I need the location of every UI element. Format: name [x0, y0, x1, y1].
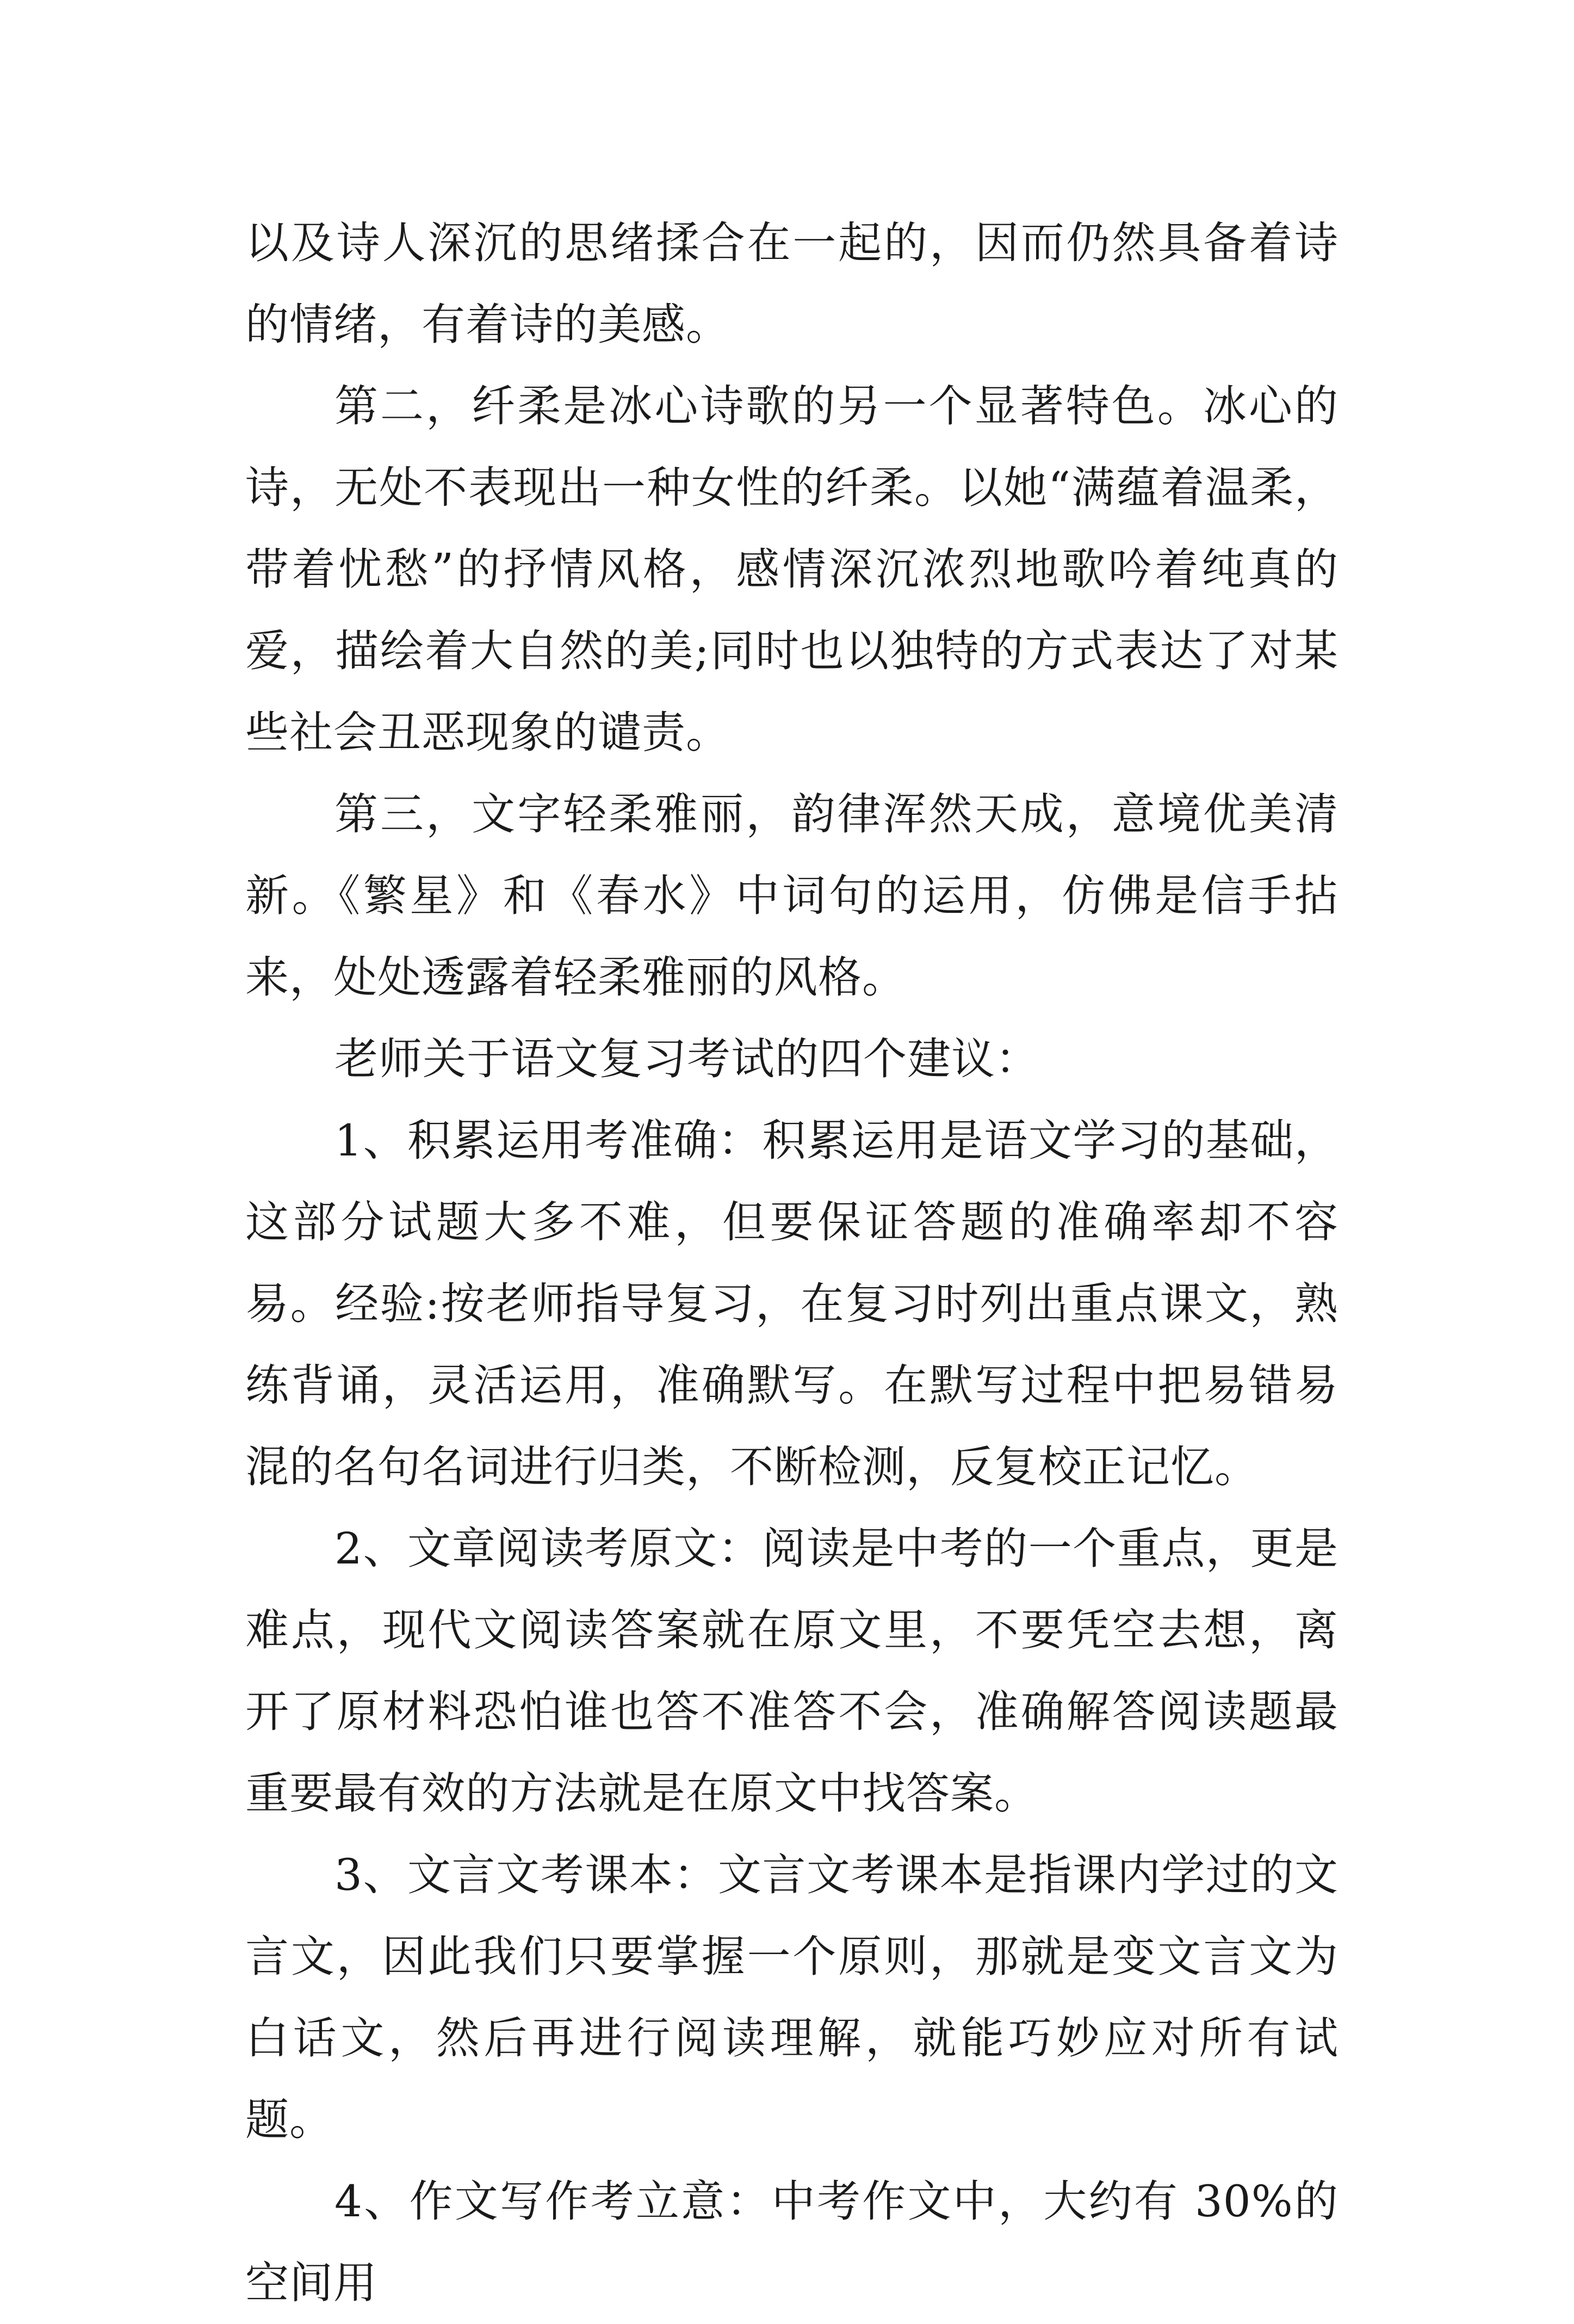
- paragraph-advice-heading: 老师关于语文复习考试的四个建议：: [334, 1034, 1039, 1084]
- paragraph-advice-2: 2、文章阅读考原文：阅读是中考的一个重点，更是难点，现代文阅读答案就在原文里，不要凭空去想，离开了原材料恐怕谁也答不准答不会，准确解答阅读题最重要最有效的方法就是在原文中找答案。: [245, 1523, 1338, 1819]
- paragraph-advice-4: 4、作文写作考立意：中考作文中，大约有 30%的空间用: [245, 2176, 1338, 2308]
- paragraph-advice-1: 1、积累运用考准确：积累运用是语文学习的基础，这部分试题大多不难，但要保证答题的准确率却不容易。经验:按老师指导复习，在复习时列出重点课文，熟练背诵，灵活运用，准确默写。在默写过程中把易错易混的名句名词进行归类，不断检测，反复校正记忆。: [245, 1115, 1338, 1492]
- paragraph-second-feature: 第二，纤柔是冰心诗歌的另一个显著特色。冰心的诗，无处不表现出一种女性的纤柔。以她“满蕴着温柔，带着忧愁”的抒情风格，感情深沉浓烈地歌吟着纯真的爱，描绘着大自然的美;同时也以独特的方式表达了对某些社会丑恶现象的谴责。: [245, 381, 1338, 758]
- paragraph-third-feature: 第三，文字轻柔雅丽，韵律浑然天成，意境优美清新。《繁星》和《春水》中词句的运用，仿佛是信手拈来，处处透露着轻柔雅丽的风格。: [245, 789, 1338, 1003]
- document-body: [245, 202, 1338, 2324]
- paragraph-advice-3: 3、文言文考课本：文言文考课本是指课内学过的文言文，因此我们只要掌握一个原则，那就是变文言文为白话文，然后再进行阅读理解，就能巧妙应对所有试题。: [245, 1850, 1338, 2145]
- paragraph-continuation: 以及诗人深沉的思绪揉合在一起的，因而仍然具备着诗的情绪，有着诗的美感。: [245, 218, 1338, 350]
